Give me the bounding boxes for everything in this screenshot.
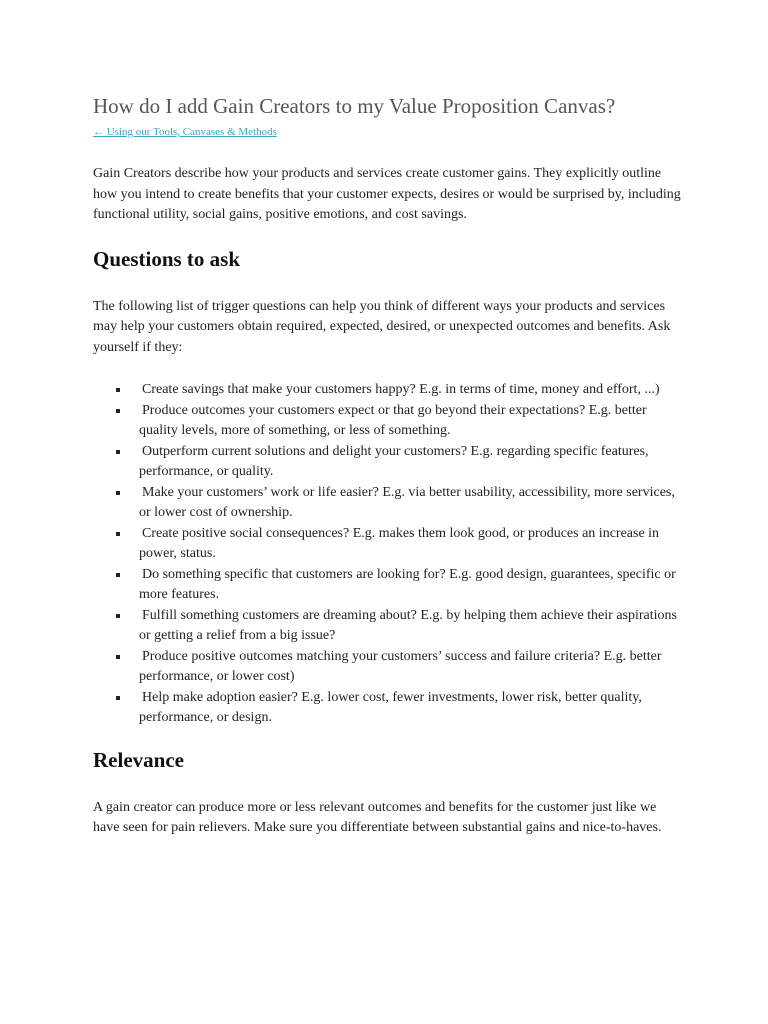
list-item-text: Produce positive outcomes matching your customers’ success and failure criteria? E.g. better performance, or lower cost) bbox=[139, 648, 662, 684]
list-item bbox=[93, 483, 683, 524]
bullet-icon bbox=[116, 491, 120, 495]
list-item bbox=[93, 647, 683, 688]
list-item bbox=[93, 524, 683, 565]
relevance-heading: Relevance bbox=[93, 747, 184, 772]
list-item bbox=[93, 565, 683, 606]
list-item bbox=[93, 380, 683, 401]
list-item-text: Create savings that make your customers happy? E.g. in terms of time, money and effort, ...) bbox=[142, 382, 660, 397]
bullet-icon bbox=[116, 388, 120, 392]
list-item-text: Create positive social consequences? E.g. makes them look good, or produces an increase in power, status. bbox=[139, 525, 660, 561]
page-title: How do I add Gain Creators to my Value Proposition Canvas? bbox=[93, 94, 616, 118]
bullet-icon bbox=[116, 614, 120, 618]
bullet-icon bbox=[116, 696, 120, 700]
questions-intro-paragraph: The following list of trigger questions can help you think of different ways your products and services may help your customers obtain required, expected, desired, or unexpected outcomes and benefits. Ask yourself if they: bbox=[93, 298, 671, 355]
bullet-icon bbox=[116, 532, 120, 536]
bullet-icon bbox=[116, 450, 120, 454]
back-link-tools-canvases-methods[interactable]: ← Using our Tools, Canvases & Methods bbox=[93, 126, 277, 138]
list-item-text: Outperform current solutions and delight your customers? E.g. regarding specific features, performance, or quality. bbox=[139, 443, 649, 479]
intro-paragraph: Gain Creators describe how your products and services create customer gains. They explicitly outline how you intend to create benefits that your customer expects, desires or would be surprised by, including functional utility, social gains, positive emotions, and cost savings. bbox=[93, 166, 681, 222]
list-item-text: Make your customers’ work or life easier? E.g. via better usability, accessibility, more services, or lower cost of ownership. bbox=[139, 484, 675, 520]
list-item bbox=[93, 688, 683, 729]
list-item-text: Help make adoption easier? E.g. lower cost, fewer investments, lower risk, better quality, performance, or design. bbox=[139, 689, 642, 725]
relevance-paragraph: A gain creator can produce more or less relevant outcomes and benefits for the customer just like we have seen for pain relievers. Make sure you differentiate between substantial gains and nice-to-haves. bbox=[93, 799, 662, 835]
article bbox=[93, 90, 683, 839]
trigger-questions-list bbox=[93, 380, 683, 729]
list-item bbox=[93, 442, 683, 483]
list-item-text: Produce outcomes your customers expect or that go beyond their expectations? E.g. better quality levels, more of something, or less of something. bbox=[139, 402, 647, 438]
bullet-icon bbox=[116, 409, 120, 413]
bullet-icon bbox=[116, 573, 120, 577]
bullet-icon bbox=[116, 655, 120, 659]
list-item bbox=[93, 401, 683, 442]
questions-heading: Questions to ask bbox=[93, 246, 241, 271]
list-item bbox=[93, 606, 683, 647]
list-item-text: Fulfill something customers are dreaming about? E.g. by helping them achieve their aspirations or getting a relief from a big issue? bbox=[139, 607, 677, 643]
list-item-text: Do something specific that customers are looking for? E.g. good design, guarantees, specific or more features. bbox=[139, 566, 676, 602]
